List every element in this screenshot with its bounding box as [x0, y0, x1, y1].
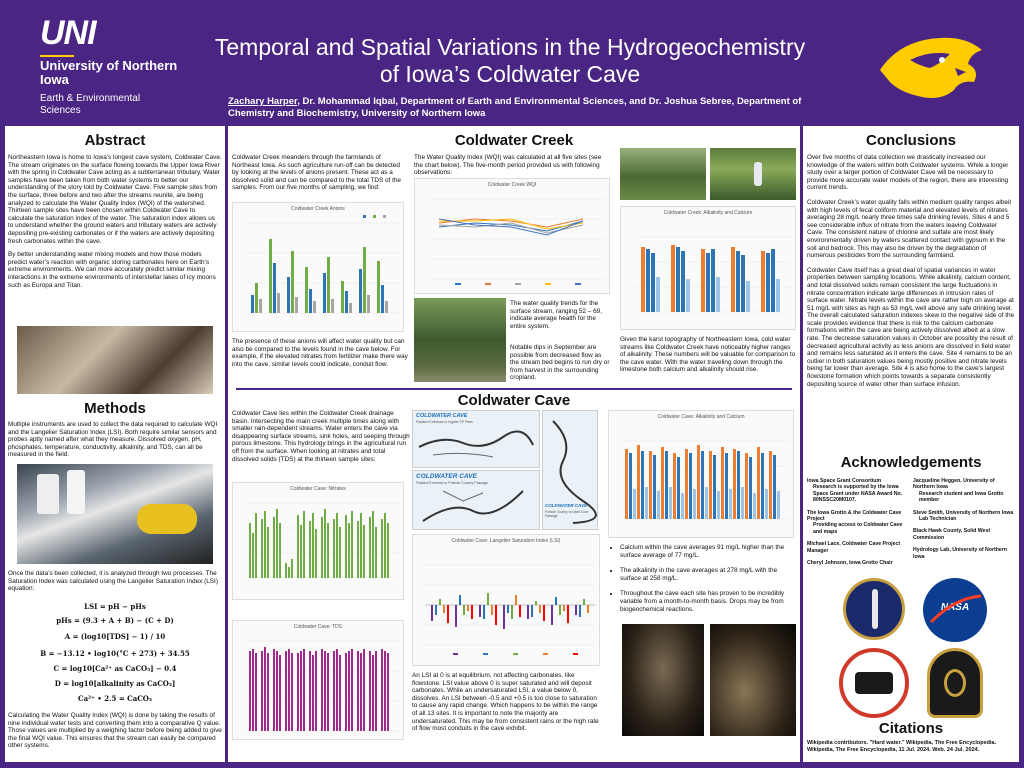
creek-paragraph-3: The Water Quality Index (WQI) was calculated at all five sites (see the chart below). The five-month period provided us with following observations:	[414, 154, 602, 177]
cave-map-3-title: COLDWATER CAVE	[545, 503, 588, 508]
cave-nitrates-bars	[233, 483, 403, 597]
equation-c: C = log10[Ca²⁺ as CaCO₃] − 0.4	[53, 664, 177, 673]
cave-map-1-passage	[413, 411, 539, 467]
cave-map-2	[412, 470, 540, 530]
creek-alkalinity-bars	[621, 207, 795, 327]
cave-lsi-bars	[413, 535, 599, 663]
nasa-logo	[923, 578, 987, 642]
poster-authors	[228, 96, 828, 120]
cave-map-3	[542, 410, 598, 530]
cave-bullet-3: • Throughout the cave each site has proven to be incredibly variable from a month-to-month basis. Drops may be from biogeochemical reactions.	[620, 590, 796, 613]
methods-paragraph-3: Calculating the Water Quality Index (WQI) is done by taking the results of nine individual water tests and converting them into a comparative Q value. Those values are multiplied by a weighing factor before being added to give the final WQI value. This ensures that the stream can easily be compared other systems.	[8, 712, 222, 750]
cave-tds-bars	[233, 621, 403, 737]
abstract-paragraph-2: By better understanding water mixing models and how those models predict water’s reaction with organic storing carbonates here on Earth’s extreme environments. We can more accurately predict similar mixing interactions in the extreme environments of interstellar lakes of icy moons such as Europa and Titan.	[8, 251, 216, 289]
uni-logo	[40, 14, 180, 117]
abstract-paragraph-1: Northeastern Iowa is home to Iowa’s longest cave system, Coldwater Cave. The stream originates on the surface flowing towards the Upper Iowa River with the spring in Coldwater Cave acting as a subterranean tributary. Water samples have been taken from both water systems to better our understanding of the story told by Coldwater Cave. Five sample sites from the surface, three before and two after the streams reunite, are being analyzed to calculate the Water Quality Index (WQI) of the watershed. Thirteen sample sites have been chosen within Coldwater Cave to calculate the saturation index of the water. The saturation index allows us to understand whether the ground waters and tributary waters are actively depositing pre-existing carbonates or if the waters are actively depositing fresh carbonates within the cave.	[8, 154, 222, 245]
ack-blackhawk: Black Hawk County, Solid West Commission	[913, 528, 991, 541]
citations-heading: Citations	[878, 720, 944, 737]
ack-grotto: The Iowa Grotto & the Coldwater Cave Project	[807, 509, 902, 523]
creek-anions-bars	[233, 203, 403, 329]
ack-column-2	[913, 478, 1017, 560]
cave-tds-chart	[232, 620, 404, 740]
cave-map-2-subtitle: Flatland Entrance to Pothole Country Passage	[416, 481, 488, 485]
nasa-wordmark: NASA	[940, 602, 970, 613]
field-instruments-photo	[17, 464, 213, 564]
cave-paragraph-1: Coldwater Cave lies within the Coldwater Creek drainage basin. Intersecting the main creek multiple times along with smaller rain-dependent streams. Water enters the cave via disappearing surface streams, sink holes, and seeping through porous limestone. This hydrology brings in the agricultural run off from the surface. When looking at nitrates and total dissolved solids (TDS) at the thirteen sample sites:	[232, 410, 410, 463]
cave-lsi-chart	[412, 534, 600, 666]
methods-paragraph-2: Once the data’s been collected, it is analyzed through two processes. The Saturation Index was calculated using the Langelier Saturation Index (LSI) equation:	[8, 570, 218, 593]
ack-heggen-detail: Research student and Iowa Grotto member	[919, 490, 1004, 504]
cave-nitrates-title: Coldwater Cave: Nitrates	[290, 486, 346, 492]
creek-stream-photo-1	[620, 148, 706, 200]
nasa-swoosh-icon	[923, 578, 987, 642]
iowa-space-grant-logo	[843, 578, 905, 640]
cave-map-3-subtitle: Pothole Country to Dead Coon Passage	[545, 510, 589, 518]
cave-map-2-title: COLDWATER CAVE	[416, 473, 477, 480]
cave-alkalinity-bars	[609, 411, 793, 535]
creek-wqi-title: Coldwater Creek WQI	[487, 182, 537, 188]
cave-heading: Coldwater Cave	[457, 392, 571, 409]
logo-divider	[40, 55, 74, 57]
cave-map-2-passage	[413, 471, 539, 529]
conclusions-text	[807, 154, 1015, 388]
ack-johnson: Cheryl Johnson, Iowa Grotto Chair	[807, 560, 893, 567]
cave-flowstone-photo	[17, 326, 213, 394]
cave-alkalinity-title: Coldwater Cave: Alkalinity and Calcium	[657, 414, 745, 420]
creek-heading: Coldwater Creek	[454, 132, 574, 149]
equation-lsi: LSI = pH − pHs	[84, 602, 146, 611]
poster-title	[180, 34, 840, 88]
cave-lsi-title: Coldwater Cave: Langelier Saturation Index (LSI)	[451, 538, 561, 544]
creek-stream-photo-2	[710, 148, 796, 200]
author-main: Zachary Harper	[228, 96, 298, 107]
cave-alkalinity-chart	[608, 410, 794, 538]
logo-department: Earth & Environmental Sciences	[40, 93, 141, 116]
cave-bullet-1: • Calcium within the cave averages 91 mg/L higher than the surface average of 77 mg/L.	[620, 544, 796, 559]
ack-hydrology: Hydrology Lab, University of Northern Iowa	[913, 547, 1007, 560]
logo-university-name: University of Northern Iowa	[40, 58, 178, 87]
left-column	[5, 126, 225, 762]
equation-caco3: Ca²⁺ • 2.5 = CaCO₃	[78, 694, 152, 703]
abstract-heading: Abstract	[84, 132, 146, 149]
creek-alkalinity-chart	[620, 206, 796, 330]
title-line-1: Temporal and Spatial Variations in the Hydrogeochemistry	[214, 34, 806, 60]
cave-map-1	[412, 410, 540, 468]
methods-paragraph-1: Multiple instruments are used to collect the data required to calculate WQI and the Langelier Saturation Index (LSI). Both require similar sensors and probes aptly named after what they measure. Dissolved oxygen, pH, phosphates, temperature, conductivity, alkalinity, and TDS, can all be measured in the field.	[8, 421, 218, 459]
creek-paragraph-6: Given the karst topography of Northeastern Iowa, cold water streams like Coldwater Creek have noticeably higher ranges of alkalinity. These numbers will be valuable for comparison to the cave water. With the water traveling down through the limestone both calcium and alkalinity should rise.	[620, 336, 796, 374]
conclusions-heading: Conclusions	[865, 132, 956, 149]
citations-text: Wikipedia contributors. "Hard water." Wikipedia, The Free Encyclopedia. Wikipedia, The Free Encyclopedia, 11 Jul. 2024. Web. 24 Jul. 2024.	[807, 740, 997, 753]
equation-b: B = −13.12 • log10(°C + 273) + 34.55	[40, 649, 190, 658]
nss-logo	[839, 648, 909, 718]
abstract-text	[8, 154, 222, 289]
panther-mascot-icon	[870, 20, 990, 110]
center-column	[228, 126, 800, 762]
creek-anions-title: Coldwater Creek Anions	[291, 206, 345, 212]
ack-lace: Michael Lace, Coldwater Cave Project Manager	[807, 541, 901, 554]
cave-interior-photo-1	[622, 624, 704, 736]
ack-smith: Steve Smith, University of Northern Iowa	[913, 509, 1014, 516]
equation-d: D = log10[alkalinity as CaCO₃]	[54, 679, 176, 688]
creek-wqi-lines	[415, 179, 609, 291]
conclusions-paragraph-3: Coldwater Cave itself has a great deal of spatial variances in water properties between sampling locations. While alkalinity, calcium content, and total dissolved solids remain consistent the large fluctuations in nitrate concentration indicate large differences in intrusion rates of surface water. Nitrate levels within the cave are rather high on average at 51 mg/L with sites as high as 53 mg/L well above any safe drinking level. The overall calculated saturation indexes skew to the negative side of the scale provides evidence that there is risk to the calcium carbonate formations within the cave are being actively dissolved albeit at a slow rate. The decrease saturation values in October are possibly the result of decreased agricultural activity as less anions are dissolved in field water and remains less saturated as it enters the cave. Site 4 remains to be an outlier in both saturation values being mostly positive and nitrate levels being far lower than average. Site 4 is also home to the cave’s largest flowstone formation which points towards a separate consistently depositing source of water other than surface infusion.	[807, 266, 1015, 388]
iowa-grotto-logo	[927, 648, 983, 718]
equation-a: A = (log10[TDS] − 1) / 10	[64, 632, 166, 641]
cave-paragraph-2: An LSI at 0 is at equilibrium, not affecting carbonates, like flowstone. LSI value above 0 is super saturated and will deposit carbonates. While an undersaturated LSI, a value below 0, dissolves. An LSI between -0.5 and +0.5 is too close to saturation to cause any rapid change. Which happens to be within the range of all 13 sites. It is important to note the majority are undersaturated. This may be from consistent rains or the high rate of flow most conduits in the cave exhibit.	[412, 672, 599, 733]
cave-map-1-subtitle: Flatland Entrance to Ingalls SP Pass	[416, 420, 473, 424]
equation-phs: pHs = (9.3 + A + B) − (C + D)	[56, 616, 174, 625]
ack-isgc: Iowa Space Grant Consortium	[807, 478, 882, 484]
creek-wqi-chart	[414, 178, 610, 294]
creek-alkalinity-title: Coldwater Creek: Alkalinity and Calcium	[663, 210, 753, 216]
creek-aerial-photo	[414, 298, 506, 382]
creek-paragraph-4: The water quality trends for the surface stream, ranging 52 – 69, indicate average health for the entire system.	[510, 300, 603, 330]
right-column	[803, 126, 1019, 762]
methods-heading: Methods	[84, 400, 146, 417]
logo-uni-text: UNI	[40, 14, 96, 52]
author-rest: , Dr. Mohammad Iqbal, Department of Earth and Environmental Sciences, and Dr. Joshua Sebree, Department of Chemistry and Biochemistry, University of Northern Iowa	[228, 96, 802, 119]
cave-bullet-2: • The alkalinity in the cave averages at 278 mg/L with the surface at 258 mg/L.	[620, 567, 796, 582]
creek-paragraph-1: Coldwater Creek meanders through the farmlands of Northeast Iowa. As such agriculture run-off can be detected by looking at the levels of anions present. These act as a dissolved solid and can be compared to the total TDS of the samples. From our five months of sampling, we find:	[232, 154, 401, 192]
poster-header	[0, 0, 1024, 125]
ack-smith-detail: Lab Technician	[919, 516, 957, 523]
cave-bullet-list	[620, 544, 796, 613]
ack-isgc-detail: Research is supported by the Iowa Space Grant under NASA Award No. 80NSSC20M0107.	[813, 484, 903, 504]
cave-interior-photo-2	[710, 624, 796, 736]
conclusions-paragraph-2: Coldwater Creek’s water quality falls within medium quality ranges albeit with high levels of fecal coliform material and elevated levels of nitrates averaging 28 mg/L nearly three times safe drinking levels. Sites 4 and 5 see considerable influx of nitrate from the waters leaving Coldwater Cave. The consistent nature of chlorine and sulfate are most likely environmentally driven by waters scattered contact with gypsum in the soil and bedrock. This may also be driven by the degradation of numerous pesticides from the surrounding farmland.	[807, 198, 1012, 260]
section-divider	[236, 388, 792, 390]
ack-grotto-detail: Providing access to Coldwater Cave and maps	[813, 522, 903, 535]
ack-heggen: Jacqueline Heggen, University of Northern Iowa	[913, 478, 995, 491]
cave-nitrates-chart	[232, 482, 404, 600]
creek-anions-chart	[232, 202, 404, 332]
conclusions-paragraph-1: Over five months of data collection we drastically increased our knowledge of the waters within both Coldwater systems. While a longer study over a larger portion of Coldwater Cave will be necessary to provide more accurate water models of the region, there are interesting current trends.	[807, 154, 1009, 192]
title-line-2: of Iowa’s Coldwater Cave	[379, 61, 641, 87]
creek-paragraph-5: Notable dips in September are possible from decreased flow as the stream bed begins to run dry or from harvest in the surrounding cropland.	[510, 344, 610, 382]
creek-paragraph-2: The presence of these anions will affect water quality but can also be compared to the levels found in the cave below. For example, if the elevated nitrates from fertilizer make there way into the cave, similar levels could indicate, conduit flow.	[232, 338, 408, 368]
ack-column-1	[807, 478, 911, 566]
cave-tds-title: Coldwater Cave: TDS	[293, 624, 343, 630]
cave-map-1-title: COLDWATER CAVE	[416, 413, 468, 419]
acknowledgements-heading: Acknowledgements	[840, 454, 982, 471]
